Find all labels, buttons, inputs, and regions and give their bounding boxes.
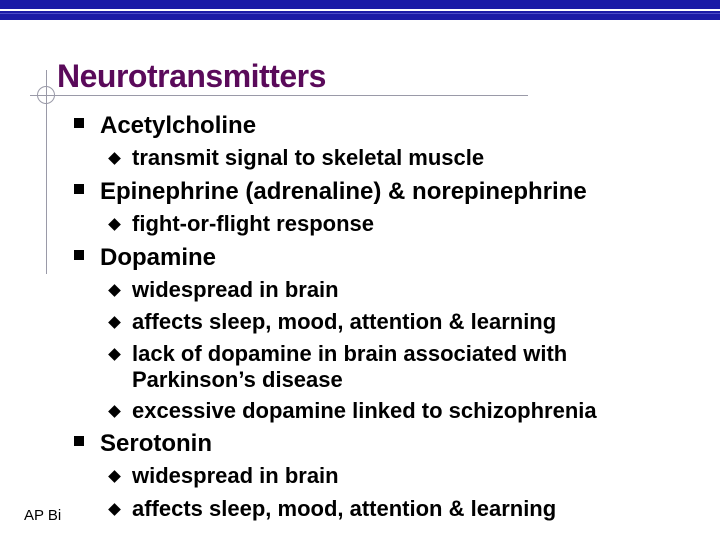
diamond-bullet-icon (108, 284, 121, 297)
sub-bullet-text: transmit signal to skeletal muscle (132, 145, 485, 170)
crosshair-icon (37, 86, 55, 104)
sub-bullet-item (132, 211, 374, 237)
bullet-label: Dopamine (100, 244, 217, 271)
square-bullet-icon (74, 184, 84, 194)
diamond-bullet-icon (108, 316, 121, 329)
top-banner (0, 0, 720, 20)
square-bullet-icon (74, 118, 84, 128)
guide-horizontal-line (30, 95, 528, 96)
sub-bullet-item (132, 496, 556, 522)
sub-bullet-item (132, 398, 597, 424)
diamond-bullet-icon (108, 405, 121, 418)
sub-bullet-text: excessive dopamine linked to schizophrenia (132, 398, 597, 423)
bullet-label: Epinephrine (adrenaline) & norepinephrine (100, 178, 587, 205)
sub-bullet-item (132, 341, 632, 393)
diamond-bullet-icon (108, 348, 121, 361)
bullet-item (100, 430, 212, 458)
bullet-item (100, 244, 216, 272)
sub-bullet-text: widespread in brain (132, 463, 339, 488)
square-bullet-icon (74, 436, 84, 446)
sub-bullet-text: fight-or-flight response (132, 211, 374, 236)
bullet-label: Serotonin (100, 430, 212, 457)
sub-bullet-text: lack of dopamine in brain associated with Parkinson’s disease (132, 341, 568, 392)
bullet-label: Acetylcholine (100, 112, 257, 139)
sub-bullet-text: widespread in brain (132, 277, 339, 302)
bullet-item (100, 112, 256, 140)
diamond-bullet-icon (108, 152, 121, 165)
bullet-item (100, 178, 587, 206)
sub-bullet-item (132, 145, 484, 171)
sub-bullet-item (132, 463, 339, 489)
diamond-bullet-icon (108, 218, 121, 231)
sub-bullet-item (132, 309, 556, 335)
diamond-bullet-icon (108, 470, 121, 483)
square-bullet-icon (74, 250, 84, 260)
slide-title: Neurotransmitters (57, 58, 326, 94)
footer-text: AP Bi (24, 507, 62, 524)
sub-bullet-text: affects sleep, mood, attention & learning (132, 309, 557, 334)
sub-bullet-text: affects sleep, mood, attention & learning (132, 496, 557, 521)
diamond-bullet-icon (108, 503, 121, 516)
sub-bullet-item (132, 277, 339, 303)
